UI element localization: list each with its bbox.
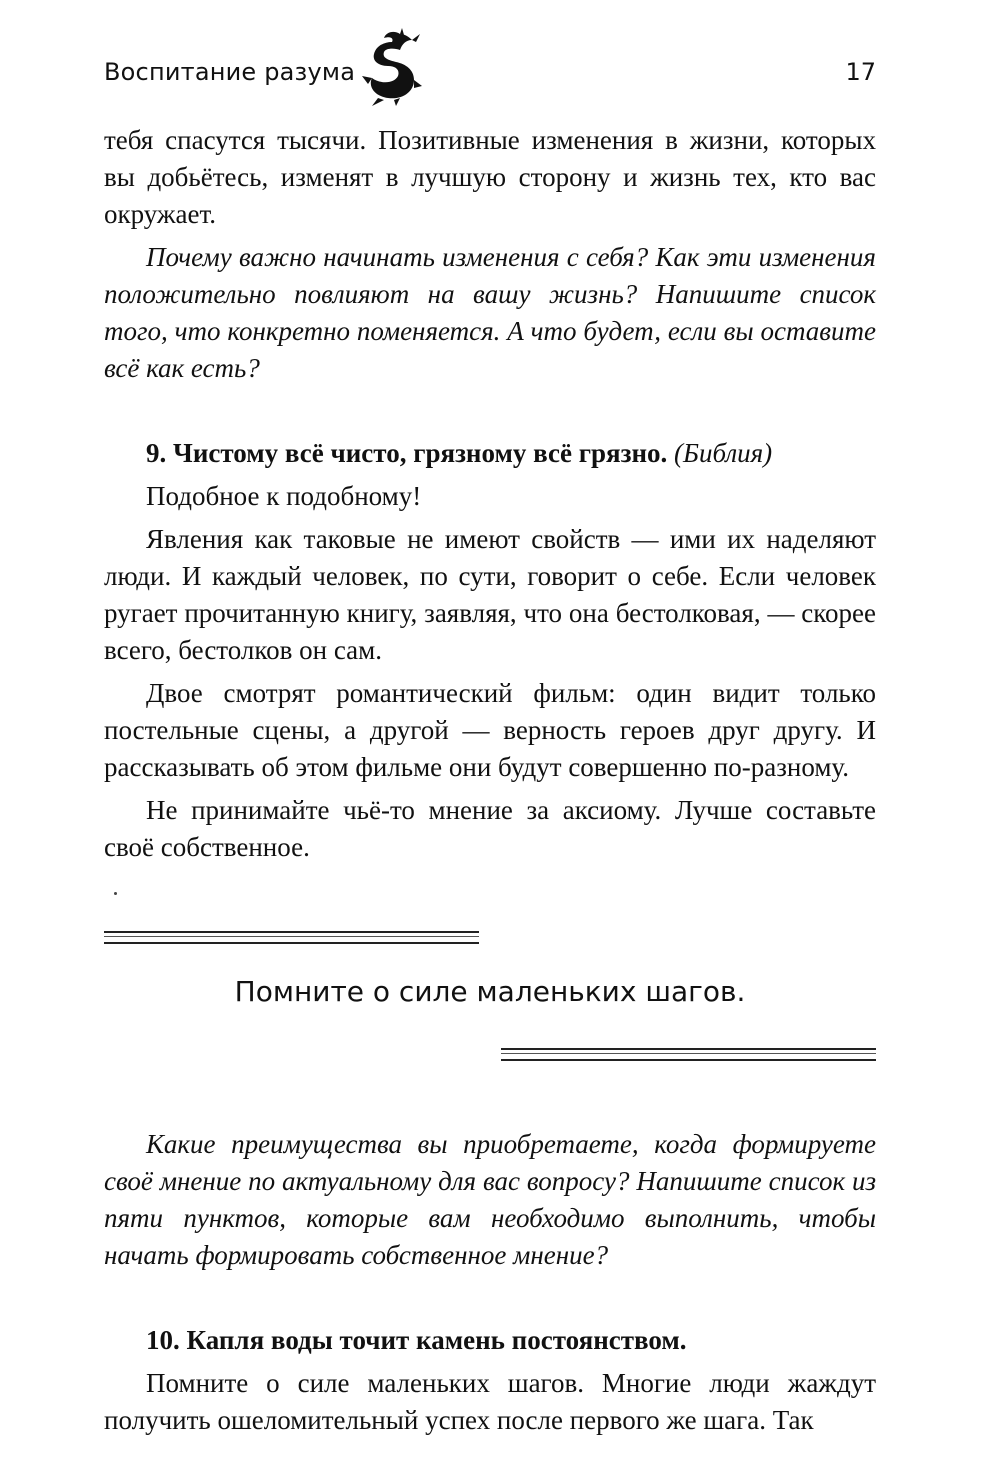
callout-rule-top bbox=[104, 931, 479, 944]
question-paragraph: Какие преимущества вы приобретаете, когда формируете своё мнение по актуальному для вас вопросу? Напишите список из пяти пунктов, которые вам необходимо выполнить, чтобы начать формировать собственное мнение? bbox=[104, 1129, 876, 1270]
dragon-icon bbox=[354, 28, 424, 106]
running-title: Воспитание разума bbox=[104, 58, 356, 86]
callout-box bbox=[104, 926, 876, 1126]
callout-rule-bottom bbox=[501, 1048, 876, 1061]
page-number: 17 bbox=[845, 58, 876, 86]
section-heading-10: 10. Капля воды точит камень постоянством. bbox=[146, 1325, 687, 1355]
section-heading-text: 9. Чистому всё чисто, грязному всё грязно. bbox=[146, 438, 668, 468]
callout-text: Помните о силе маленьких шагов. bbox=[234, 975, 746, 1008]
section-heading-source: (Библия) bbox=[674, 438, 773, 468]
paragraph: Явления как таковые не имеют свойств — ими их наделяют люди. И каждый человек, по сути, говорит о себе. Если человек ругает прочитанную книгу, заявляя, что она бестолковая, — скорее всего, бестолков он сам. bbox=[104, 524, 876, 665]
paragraph: тебя спасутся тысячи. Позитивные изменения в жизни, которых вы добьётесь, изменят в лучшую сторону и жизнь тех, кто вас окружает. bbox=[104, 125, 876, 229]
paragraph: Двое смотрят романтический фильм: один видит только постельные сцены, а другой — верность героев друг другу. И рассказывать об этом фильме они будут совершенно по-разному. bbox=[104, 678, 876, 782]
paragraph: Помните о силе маленьких шагов. Многие люди жаждут получить ошеломительный успех после первого же шага. Так bbox=[104, 1368, 876, 1435]
paragraph: Подобное к подобному! bbox=[146, 481, 422, 511]
paragraph: Не принимайте чьё-то мнение за аксиому. Лучше составьте своё собственное. bbox=[104, 795, 876, 862]
section-heading-9 bbox=[104, 435, 876, 472]
page-header bbox=[104, 50, 876, 110]
stray-dot bbox=[104, 866, 876, 926]
question-paragraph: Почему важно начинать изменения с себя? Как эти изменения положительно повлияют на вашу жизнь? Напишите список того, что конкретно поменяется. А что будет, если вы оставите всё как есть? bbox=[104, 242, 876, 383]
page-body bbox=[104, 122, 876, 1439]
